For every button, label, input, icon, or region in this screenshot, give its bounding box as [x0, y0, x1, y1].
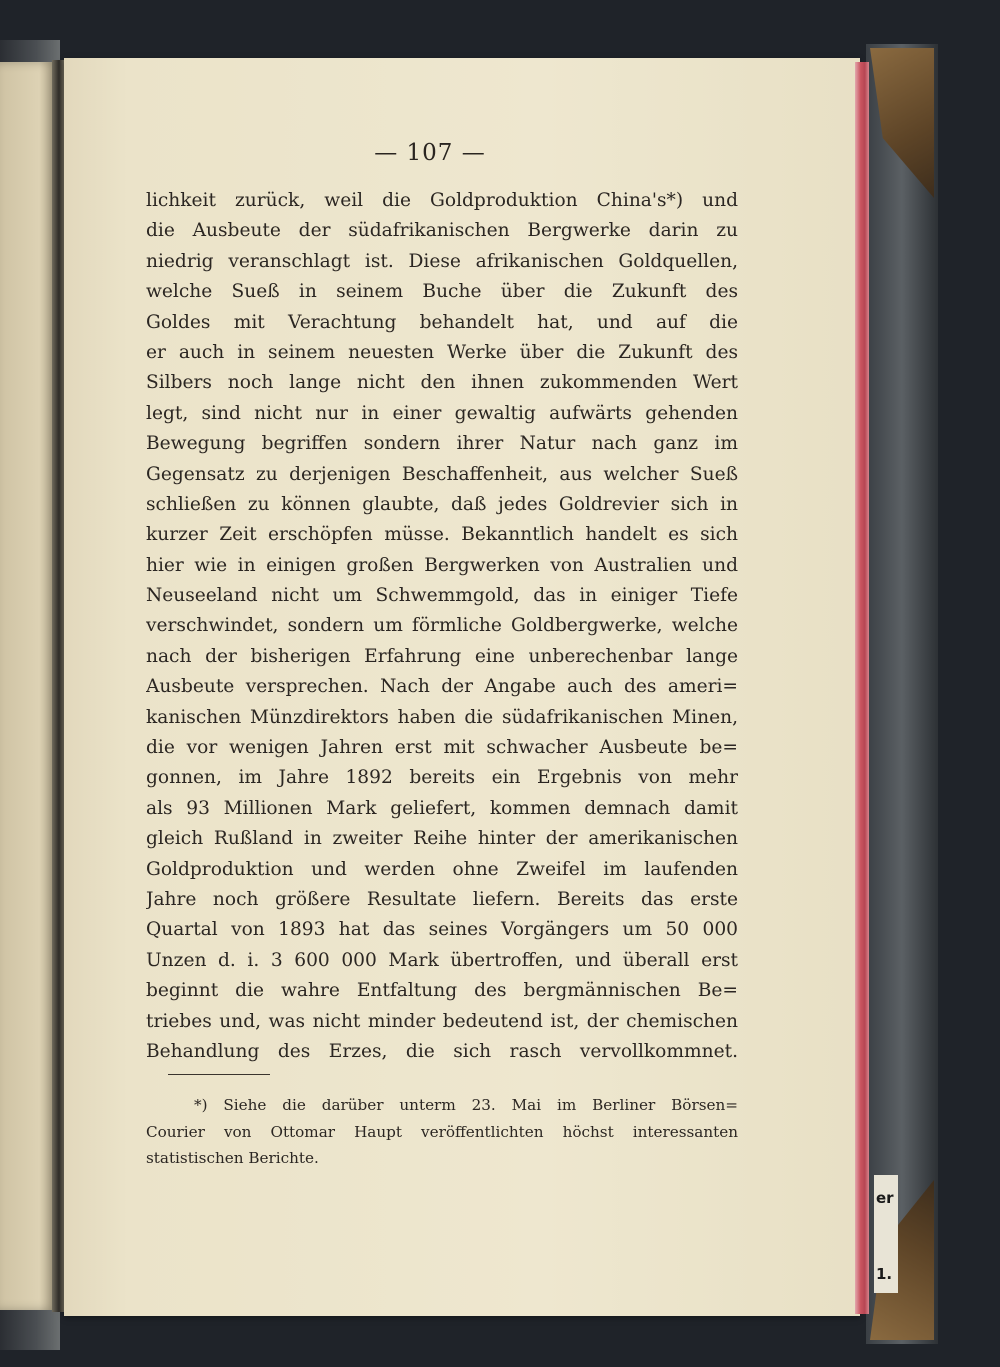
- text-line: Quartal von 1893 hat das seines Vorgängers um 50 000: [146, 919, 738, 941]
- text-line: verschwindet, sondern um förmliche Goldbergwerke, welche: [146, 615, 738, 637]
- text-line: legt, sind nicht nur in einer gewaltig aufwärts gehenden: [146, 402, 738, 424]
- text-line: Gegensatz zu derjenigen Beschaffenheit, aus welcher Sueß: [146, 463, 738, 485]
- book-cover-right: [866, 44, 938, 1344]
- text-line: Unzen d. i. 3 600 000 Mark übertroffen, und überall erst: [146, 949, 738, 971]
- footnote-rule: [168, 1074, 270, 1075]
- text-line: gleich Rußland in zweiter Reihe hinter der amerikanischen: [146, 828, 738, 850]
- text-line: Ausbeute versprechen. Nach der Angabe auch des ameri=: [146, 676, 738, 698]
- text-line: die Ausbeute der südafrikanischen Bergwerke darin zu: [146, 220, 738, 242]
- text-line: kurzer Zeit erschöpfen müsse. Bekanntlich handelt es sich: [146, 524, 738, 546]
- text-line: Neuseeland nicht um Schwemmgold, das in einiger Tiefe: [146, 585, 738, 607]
- red-page-edge: [855, 62, 869, 1314]
- text-line: lichkeit zurück, weil die Goldproduktion China's*) und: [146, 190, 738, 211]
- page-number: — 107 —: [374, 140, 486, 166]
- text-line: niedrig veranschlagt ist. Diese afrikanischen Goldquellen,: [146, 250, 738, 272]
- spine-label-line: 1.: [876, 1265, 893, 1283]
- text-line: beginnt die wahre Entfaltung des bergmännischen Be=: [146, 980, 738, 1002]
- text-line: Goldproduktion und werden ohne Zweifel im laufenden: [146, 858, 738, 880]
- text-line: gonnen, im Jahre 1892 bereits ein Ergebnis von mehr: [146, 767, 738, 789]
- footnote-line: Courier von Ottomar Haupt veröffentlichten höchst interessanten: [146, 1122, 738, 1141]
- text-line: Behandlung des Erzes, die sich rasch vervollkommnet.: [146, 1040, 738, 1062]
- text-line: die vor wenigen Jahren erst mit schwacher Ausbeute be=: [146, 737, 738, 759]
- footnote: [146, 1092, 738, 1172]
- text-line: nach der bisherigen Erfahrung eine unberechenbar lange: [146, 645, 738, 667]
- text-line: hier wie in einigen großen Bergwerken von Australien und: [146, 554, 738, 576]
- text-line: welche Sueß in seinem Buche über die Zukunft des: [146, 281, 738, 303]
- text-line: er auch in seinem neuesten Werke über die Zukunft des: [146, 341, 738, 363]
- footnote-line: statistischen Berichte.: [146, 1149, 319, 1167]
- spine-label-line: er: [876, 1189, 894, 1207]
- text-line: Bewegung begriffen sondern ihrer Natur nach ganz im: [146, 433, 738, 455]
- facing-page-edge: [0, 62, 56, 1310]
- text-line: triebes und, was nicht minder bedeutend ist, der chemischen: [146, 1010, 738, 1032]
- text-line: Silbers noch lange nicht den ihnen zukommenden Wert: [146, 372, 738, 394]
- text-line: Goldes mit Verachtung behandelt hat, und auf die: [146, 311, 738, 333]
- spine-label: [874, 1175, 898, 1293]
- text-line: kanischen Münzdirektors haben die südafrikanischen Minen,: [146, 706, 738, 728]
- body-text: [146, 186, 738, 1067]
- text-line: schließen zu können glaubte, daß jedes Goldrevier sich in: [146, 493, 738, 515]
- text-line: Jahre noch größere Resultate liefern. Bereits das erste: [146, 888, 738, 910]
- footnote-line: *) Siehe die darüber unterm 23. Mai im Berliner Börsen=: [194, 1096, 738, 1114]
- text-line: als 93 Millionen Mark geliefert, kommen demnach damit: [146, 797, 738, 819]
